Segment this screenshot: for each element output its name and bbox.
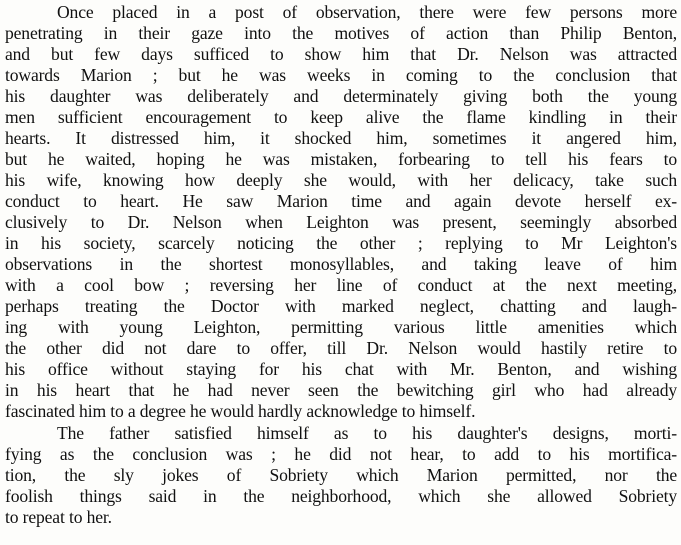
text-line: towards Marion ; but he was weeks in coming to the conclusion that (5, 65, 677, 85)
text-line: with a cool bow ; reversing her line of conduct at the next meeting, (5, 275, 677, 295)
text-line: foolish things said in the neighborhood, which she allowed Sobriety (5, 486, 677, 506)
text-line: penetrating in their gaze into the motives of action than Philip Benton, (5, 23, 677, 43)
text-line: his daughter was deliberately and determinately giving both the young (5, 86, 677, 106)
text-line: but he waited, hoping he was mistaken, forbearing to tell his fears to (5, 149, 677, 169)
text-line: The father satisfied himself as to his daughter's designs, morti- (57, 423, 677, 443)
text-line: observations in the shortest monosyllables, and taking leave of him (5, 254, 677, 274)
text-line: fascinated him to a degree he would hardly acknowledge to himself. (5, 401, 476, 421)
text-line: hearts. It distressed him, it shocked him, sometimes it angered him, (5, 128, 677, 148)
text-line: men sufficient encouragement to keep alive the flame kindling in their (5, 107, 677, 127)
text-line: ing with young Leighton, permitting various little amenities which (5, 317, 677, 337)
text-line: fying as the conclusion was ; he did not hear, to add to his mortifica- (5, 444, 677, 464)
text-line: tion, the sly jokes of Sobriety which Marion permitted, nor the (5, 465, 677, 485)
text-line: perhaps treating the Doctor with marked neglect, chatting and laugh- (5, 296, 677, 316)
text-line: in his society, scarcely noticing the other ; replying to Mr Leighton's (5, 233, 677, 253)
text-line: clusively to Dr. Nelson when Leighton was present, seemingly absorbed (5, 212, 677, 232)
text-line: in his heart that he had never seen the bewitching girl who had already (5, 380, 677, 400)
text-line: and but few days sufficed to show him that Dr. Nelson was attracted (5, 44, 677, 64)
text-line: to repeat to her. (5, 507, 112, 527)
text-line: Once placed in a post of observation, there were few persons more (57, 2, 677, 22)
text-line: the other did not dare to offer, till Dr. Nelson would hastily retire to (5, 338, 677, 358)
text-line: conduct to heart. He saw Marion time and again devote herself ex- (5, 191, 677, 211)
text-line: his wife, knowing how deeply she would, with her delicacy, take such (5, 170, 677, 190)
text-line: his office without staying for his chat with Mr. Benton, and wishing (5, 359, 677, 379)
